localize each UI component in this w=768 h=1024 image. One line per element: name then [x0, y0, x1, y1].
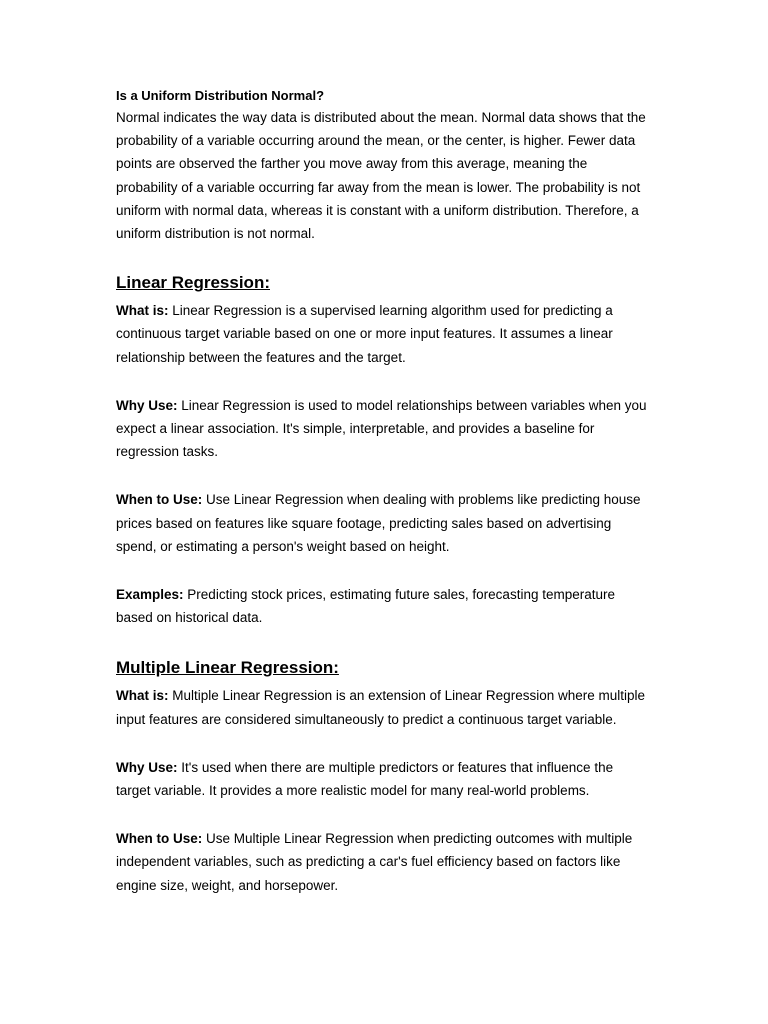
paragraph-line: regression tasks.: [116, 444, 219, 460]
paragraph-label: Examples:: [116, 587, 184, 603]
multiple-why-paragraph: [116, 756, 682, 802]
intro-paragraph: [116, 106, 682, 245]
paragraph-line: relationship between the features and the target.: [116, 349, 406, 365]
multiple-what-paragraph: [116, 684, 682, 730]
intro-line: uniform with normal data, whereas it is constant with a uniform distribution. Therefore, a: [116, 202, 639, 218]
paragraph-text: Linear Regression is a supervised learning algorithm used for predicting a: [168, 303, 613, 319]
paragraph-line: engine size, weight, and horsepower.: [116, 877, 339, 893]
paragraph-text: Predicting stock prices, estimating future sales, forecasting temperature: [183, 587, 615, 603]
paragraph-line: target variable. It provides a more realistic model for many real-world problems.: [116, 783, 590, 799]
paragraph-line: prices based on features like square footage, predicting sales based on advertising: [116, 515, 612, 531]
paragraph-label: What is:: [116, 303, 169, 319]
intro-line: uniform distribution is not normal.: [116, 226, 315, 242]
paragraph-text: Use Multiple Linear Regression when predicting outcomes with multiple: [202, 831, 633, 847]
paragraph-label: Why Use:: [116, 759, 178, 775]
linear-why-paragraph: [116, 394, 682, 464]
paragraph-label: When to Use:: [116, 831, 203, 847]
linear-when-paragraph: [116, 488, 682, 558]
document-page: [116, 86, 682, 897]
linear-examples-paragraph: [116, 583, 682, 629]
paragraph-label: Why Use:: [116, 397, 178, 413]
paragraph-line: continuous target variable based on one or more input features. It assumes a linear: [116, 326, 613, 342]
section-heading-multiple-linear-regression: Multiple Linear Regression:: [116, 658, 339, 678]
intro-line: probability of a variable occurring far away from the mean is lower. The probability is not: [116, 179, 641, 195]
paragraph-line: input features are considered simultaneously to predict a continuous target variable.: [116, 711, 617, 727]
paragraph-label: When to Use:: [116, 492, 203, 508]
paragraph-text: It's used when there are multiple predictors or features that influence the: [177, 759, 614, 775]
paragraph-text: Multiple Linear Regression is an extension of Linear Regression where multiple: [168, 688, 646, 704]
paragraph-line: spend, or estimating a person's weight based on height.: [116, 538, 450, 554]
intro-line: Normal indicates the way data is distributed about the mean. Normal data shows that the: [116, 110, 646, 125]
intro-heading: Is a Uniform Distribution Normal?: [116, 88, 325, 103]
paragraph-text: Linear Regression is used to model relationships between variables when you: [177, 397, 647, 413]
intro-line: points are observed the farther you move away from this average, meaning the: [116, 156, 588, 172]
paragraph-line: expect a linear association. It's simple, interpretable, and provides a baseline for: [116, 421, 595, 437]
paragraph-line: based on historical data.: [116, 610, 263, 626]
paragraph-text: Use Linear Regression when dealing with problems like predicting house: [202, 492, 641, 508]
multiple-when-paragraph: [116, 827, 682, 897]
linear-what-paragraph: [116, 299, 682, 369]
paragraph-line: independent variables, such as predicting a car's fuel efficiency based on factors like: [116, 854, 621, 870]
paragraph-label: What is:: [116, 688, 169, 704]
section-heading-linear-regression: Linear Regression:: [116, 273, 270, 293]
intro-line: probability of a variable occurring around the mean, or the center, is higher. Fewer data: [116, 133, 636, 149]
